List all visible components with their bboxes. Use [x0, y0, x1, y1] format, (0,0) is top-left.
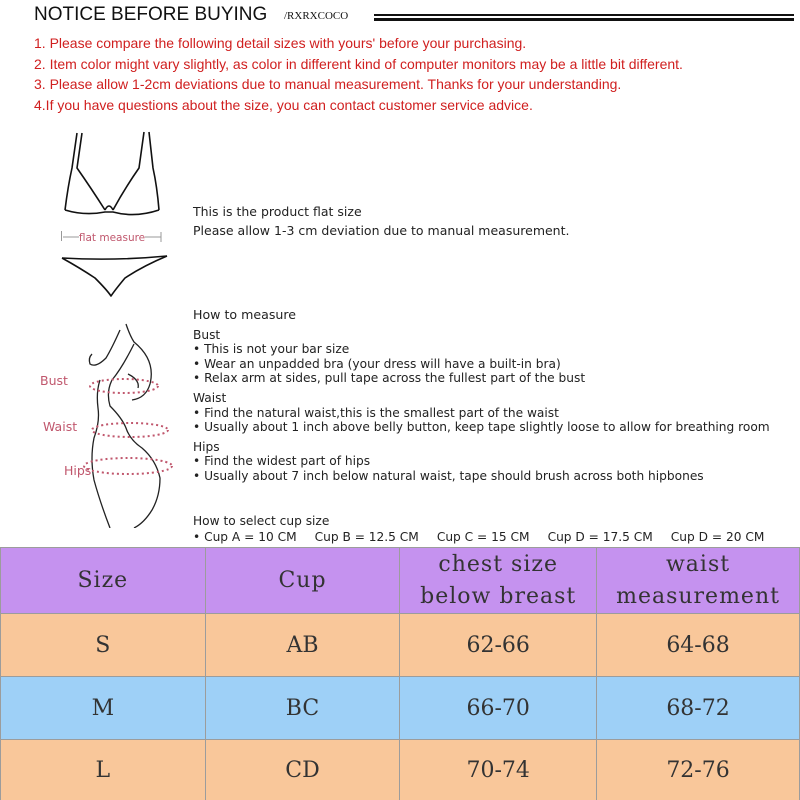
- bust-point: • This is not your bar size: [193, 342, 350, 357]
- header-cell: Cup: [205, 548, 400, 614]
- header-title: NOTICE BEFORE BUYING: [34, 4, 268, 25]
- waist-cell: 72-76: [597, 740, 800, 800]
- header-waist-line: measurement: [616, 583, 780, 609]
- bust-point: • Wear an unpadded bra (your dress will have a built-in bra): [193, 356, 561, 371]
- bikini-flat-sketch: [55, 128, 175, 308]
- header-chest-line: below breast: [420, 583, 577, 609]
- notice-item: 2. Item color might vary slightly, as color in different kind of computer monitors may be a little bit different.: [34, 55, 683, 72]
- size-cell: L: [1, 740, 206, 800]
- chest-cell: 66-70: [400, 677, 597, 740]
- waist-label: Waist: [43, 419, 78, 434]
- hips-label: Hips: [64, 463, 92, 478]
- notice-item: 3. Please allow 1-2cm deviations due to manual measurement. Thanks for your understanding.: [34, 76, 622, 92]
- chest-cell: 70-74: [400, 740, 597, 800]
- table-header-row: [1, 548, 800, 614]
- header-cell: Size: [1, 548, 206, 614]
- waist-cell: 64-68: [597, 614, 800, 677]
- size-chart-table: [0, 547, 800, 800]
- flat-deviation-line: Please allow 1-3 cm deviation due to manual measurement.: [193, 223, 570, 238]
- cup-size-guide: [193, 513, 764, 545]
- hips-title: Hips: [193, 439, 220, 454]
- header-cell: [400, 548, 597, 614]
- notice-list: [34, 33, 794, 115]
- waist-title: Waist: [193, 390, 227, 405]
- bust-section: [193, 328, 770, 386]
- how-to-measure-section: [193, 308, 770, 484]
- cup-guide-title: How to select cup size: [193, 514, 330, 528]
- table-row: [1, 614, 800, 677]
- brand-name: /RXRXCOCO: [284, 10, 349, 22]
- waist-section: [193, 391, 770, 435]
- waist-point: • Find the natural waist,this is the smallest part of the waist: [193, 405, 559, 420]
- header-divider: [374, 14, 794, 16]
- hips-point: • Find the widest part of hips: [193, 454, 371, 469]
- header-divider-thick: [374, 18, 794, 21]
- flat-size-line: This is the product flat size: [193, 204, 362, 219]
- table-row: [1, 740, 800, 800]
- bust-title: Bust: [193, 327, 221, 342]
- header-cell: [597, 548, 800, 614]
- notice-header: [34, 2, 794, 30]
- waist-point: • Usually about 1 inch above belly button, keep tape slightly loose to allow for breathing room: [193, 420, 770, 435]
- waist-cell: 68-72: [597, 677, 800, 740]
- flat-size-note: [193, 202, 569, 240]
- table-row: [1, 677, 800, 740]
- hips-section: [193, 440, 770, 484]
- notice-item: 4.If you have questions about the size, you can contact customer service advice.: [34, 96, 533, 113]
- cup-size-list: [193, 529, 764, 545]
- cup-cell: BC: [205, 677, 400, 740]
- header-waist-line: waist: [665, 551, 731, 577]
- bust-label: Bust: [40, 373, 68, 388]
- hips-point: • Usually about 7 inch below natural waist, tape should brush across both hipbones: [193, 468, 704, 483]
- chest-cell: 62-66: [400, 614, 597, 677]
- how-to-measure-title: How to measure: [193, 307, 297, 322]
- size-cell: S: [1, 614, 206, 677]
- cup-size-item: Cup B = 12.5 CM: [314, 530, 419, 544]
- cup-size-item: • Cup A = 10 CM: [193, 530, 297, 544]
- header-chest-line: chest size: [438, 551, 558, 577]
- cup-size-item: Cup D = 17.5 CM: [547, 530, 653, 544]
- cup-cell: CD: [205, 740, 400, 800]
- size-cell: M: [1, 677, 206, 740]
- cup-size-item: Cup C = 15 CM: [436, 530, 530, 544]
- bust-point: • Relax arm at sides, pull tape across the fullest part of the bust: [193, 371, 586, 386]
- notice-item: 1. Please compare the following detail sizes with yours' before your purchasing.: [34, 35, 527, 51]
- cup-cell: AB: [205, 614, 400, 677]
- body-measure-sketch: [30, 318, 190, 528]
- flat-measure-label: flat measure: [78, 232, 146, 244]
- cup-size-item: Cup D = 20 CM: [670, 530, 765, 544]
